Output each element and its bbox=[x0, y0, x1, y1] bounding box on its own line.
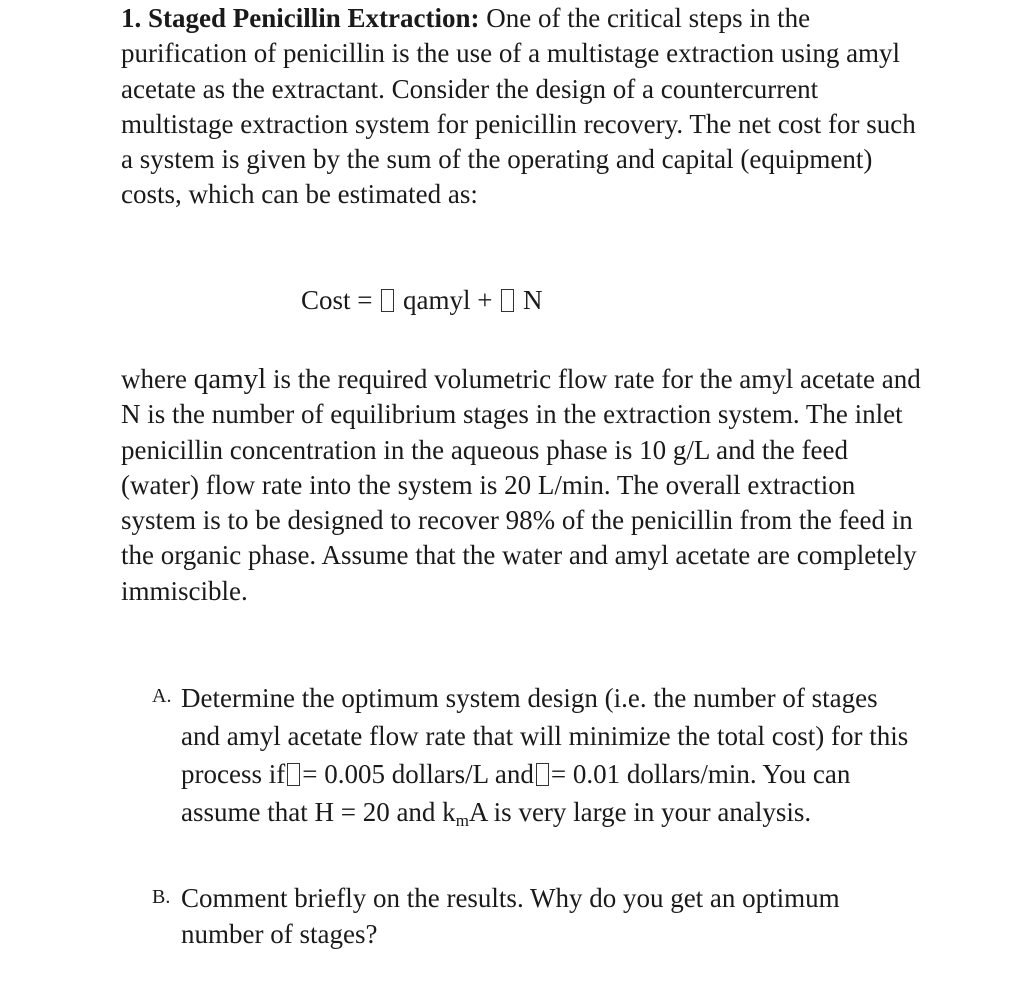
where-paragraph bbox=[121, 362, 921, 609]
part-a-text-4: A is very large in your analysis. bbox=[468, 797, 812, 827]
cost-equation bbox=[301, 283, 542, 318]
equation-lhs: Cost = bbox=[301, 285, 373, 315]
part-b-text: Comment briefly on the results. Why do you get an optimum number of stages? bbox=[181, 883, 840, 949]
missing-symbol-icon bbox=[501, 289, 514, 312]
problem-intro-text: One of the critical steps in the purification of penicillin is the use of a multistage extraction using amyl acetate as the extractant. Consider the design of a countercurrent multistage extraction system for penicillin recovery. The net cost for such a system is given by the sum of the operating and capital (equipment) costs, which can be estimated as: bbox=[121, 3, 916, 210]
where-text: is the required volumetric flow rate for the amyl acetate and N is the number of equilibrium stages in the extraction system. The inlet penicillin concentration in the aqueous phase is 10 g/L and the feed (water) flow rate into the system is 20 L/min. The overall extraction system is to be designed to recover 98% of the penicillin from the feed in the organic phase. Assume that the water and amyl acetate are completely immiscible. bbox=[121, 364, 921, 606]
part-a-text-3: = 0.01 dollars/min. You can assume that H = 20 and k bbox=[181, 759, 851, 827]
part-a-text-2: = 0.005 dollars/L and bbox=[302, 759, 534, 789]
part-a-letter: A. bbox=[152, 685, 172, 707]
equation-term-n: N bbox=[522, 285, 543, 315]
part-b-letter: B. bbox=[152, 886, 171, 908]
equation-term-qamyl: qamyl + bbox=[403, 285, 493, 315]
problem-heading bbox=[121, 3, 479, 33]
problem-intro bbox=[121, 1, 921, 213]
missing-symbol-icon bbox=[536, 763, 549, 786]
where-qamyl: qamyl bbox=[193, 363, 267, 395]
problem-number: 1. bbox=[121, 3, 142, 33]
problem-title: Staged Penicillin Extraction: bbox=[148, 3, 480, 33]
missing-symbol-icon bbox=[381, 289, 394, 312]
part-a-text-1: Determine the optimum system design (i.e. the number of stages and amyl acetate flow rate that will minimize the total cost) for this process if bbox=[181, 683, 909, 789]
missing-symbol-icon bbox=[287, 763, 300, 786]
part-a-subscript: m bbox=[455, 811, 469, 830]
where-lead: where bbox=[121, 364, 194, 394]
part-a-text bbox=[181, 679, 921, 831]
part-b bbox=[121, 880, 921, 952]
part-a bbox=[121, 679, 921, 831]
